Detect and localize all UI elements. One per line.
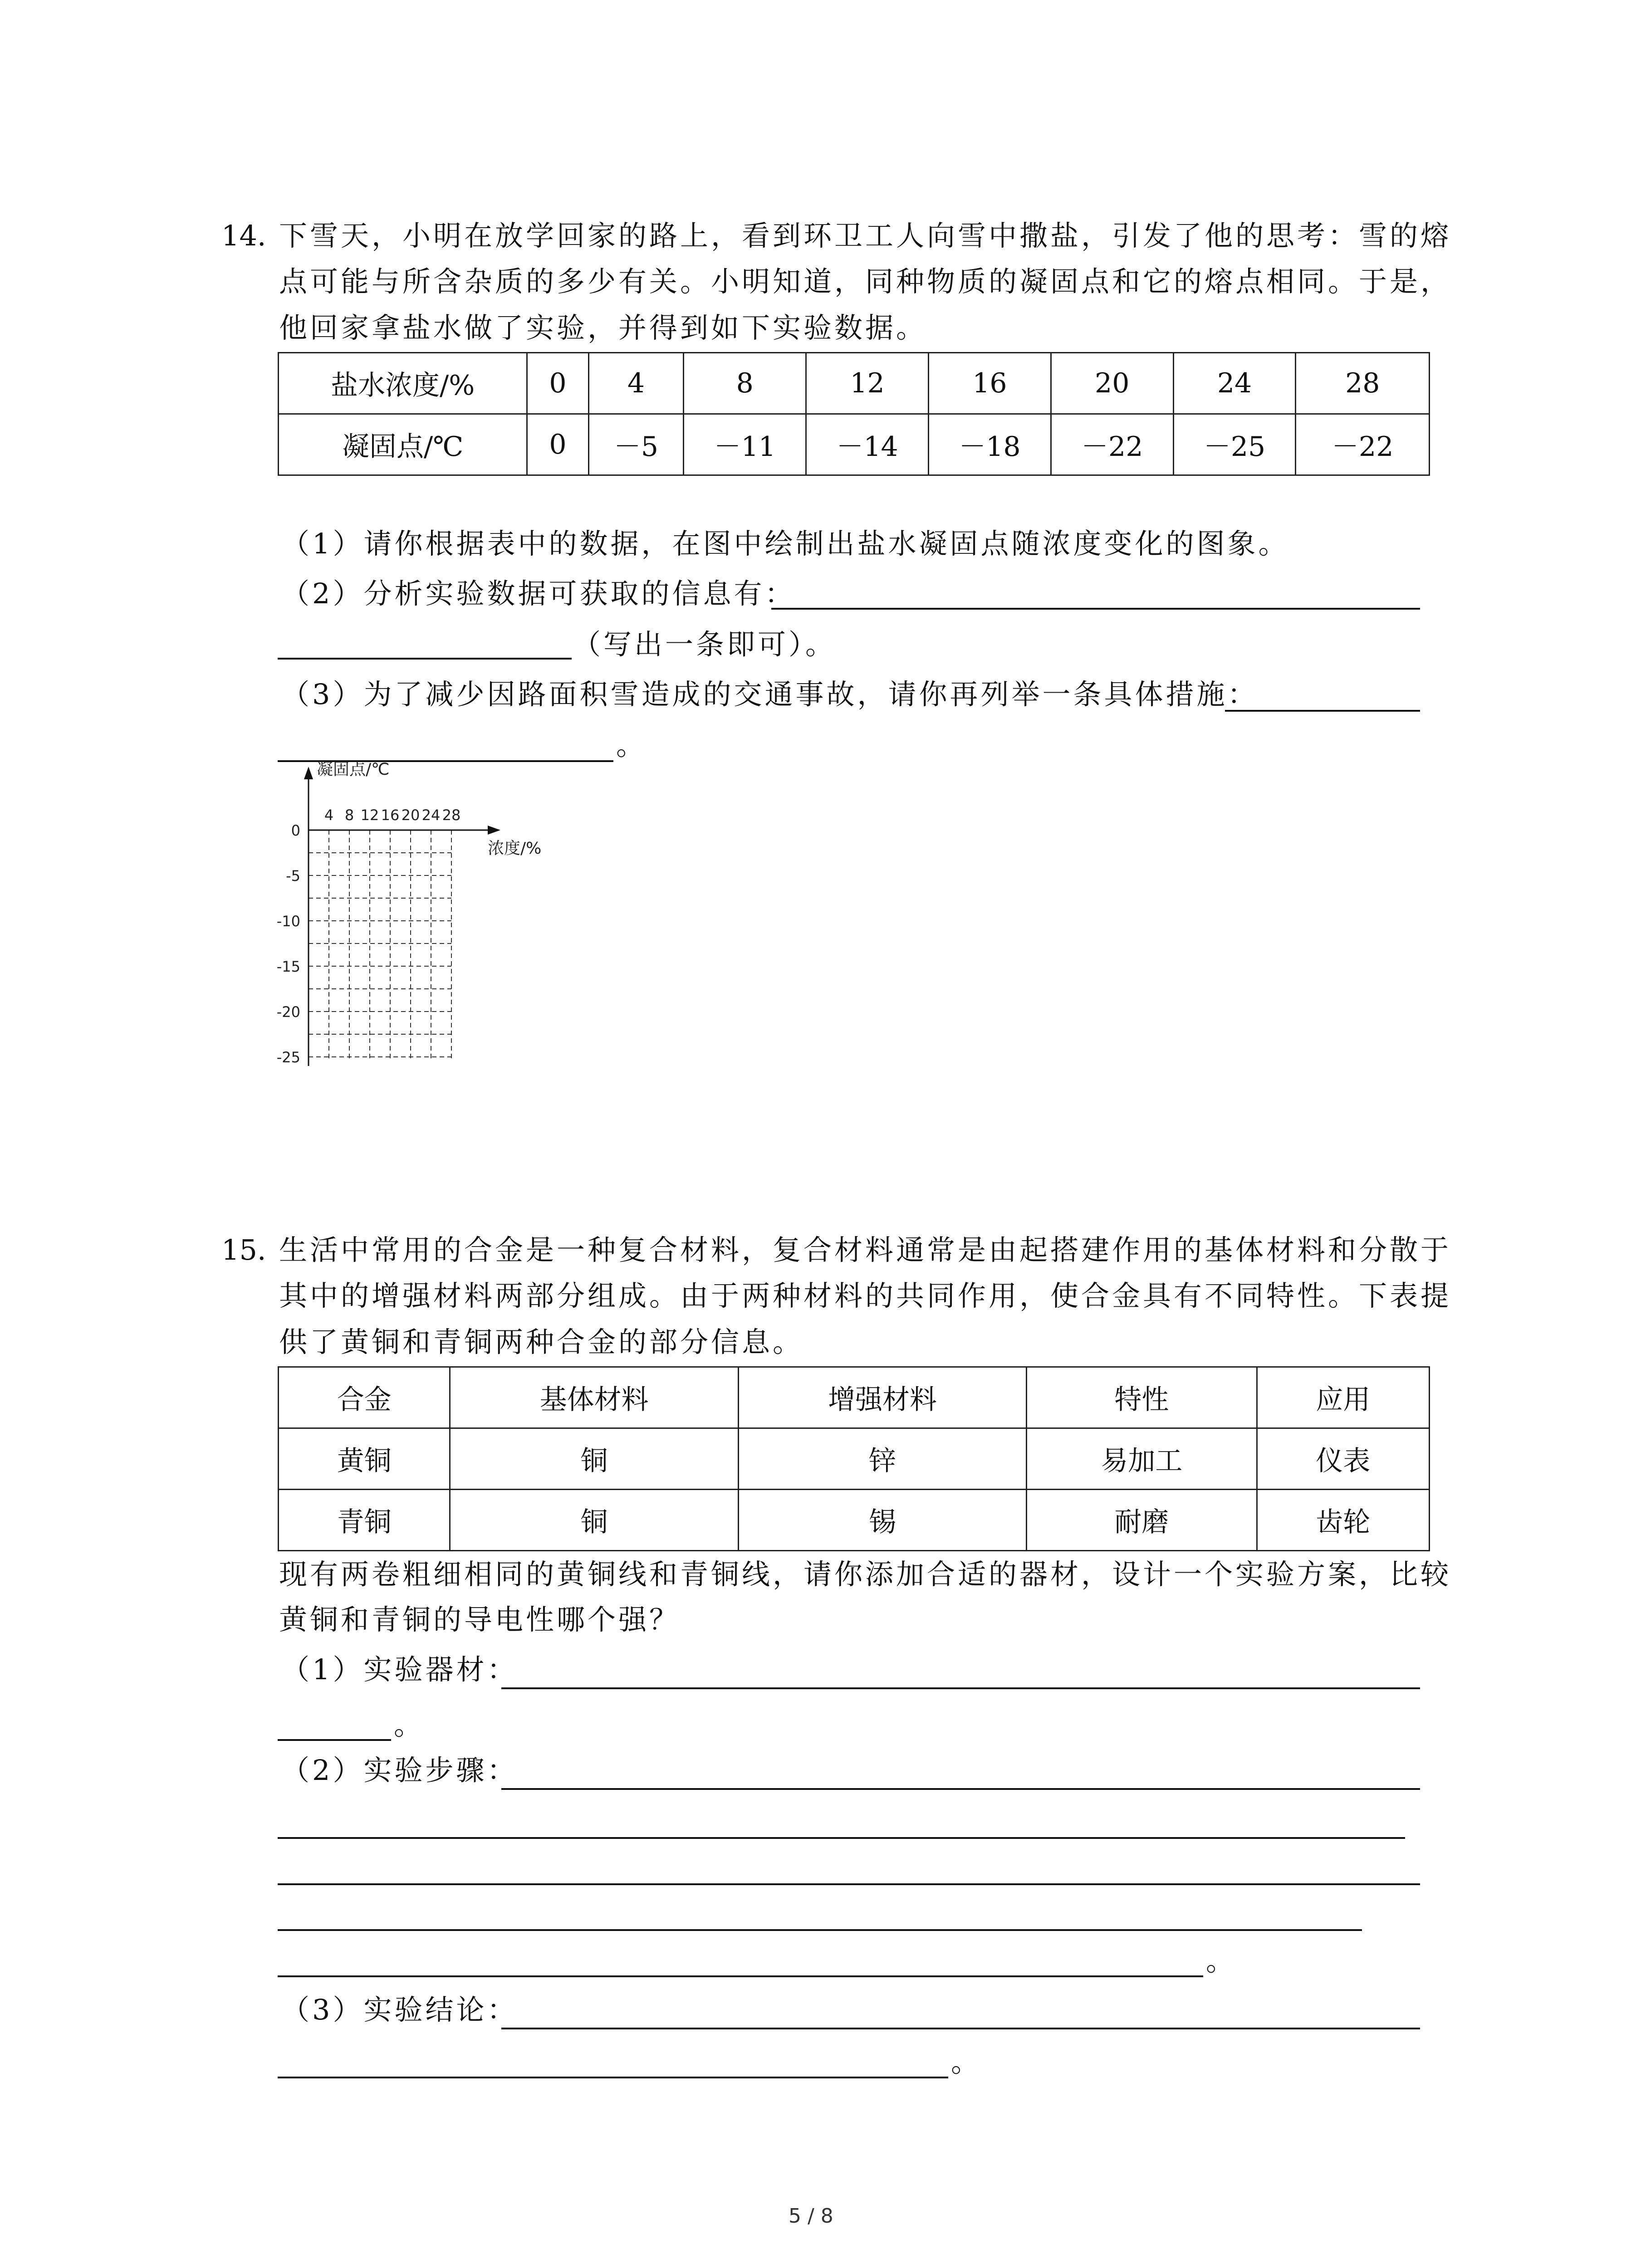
table-cell: 锡 bbox=[738, 1490, 1026, 1551]
table-row-label: 凝固点/℃ bbox=[279, 414, 527, 475]
table-cell: 0 bbox=[527, 414, 588, 475]
q14-sub1: （1）请你根据表中的数据，在图中绘制出盐水凝固点随浓度变化的图象。 bbox=[281, 527, 1289, 560]
table-cell: －5 bbox=[588, 414, 684, 475]
x-tick-label: 20 bbox=[401, 807, 420, 824]
x-axis-label: 浓度/% bbox=[488, 839, 542, 858]
q15-text-line-1: 生活中常用的合金是一种复合材料，复合材料通常是由起搭建作用的基体材料和分散于 bbox=[279, 1233, 1452, 1266]
x-tick-label: 12 bbox=[360, 807, 379, 824]
table-header: 增强材料 bbox=[738, 1367, 1026, 1428]
table-cell: 8 bbox=[684, 353, 806, 414]
table-cell: －22 bbox=[1296, 414, 1430, 475]
x-tick-label: 4 bbox=[324, 807, 334, 824]
table-cell: 16 bbox=[928, 353, 1051, 414]
freezing-point-chart bbox=[254, 753, 599, 1098]
table-row-label: 盐水浓度/% bbox=[279, 353, 527, 414]
table-header: 应用 bbox=[1257, 1367, 1429, 1428]
table-cell: 齿轮 bbox=[1257, 1490, 1429, 1551]
q15-sub3-blank-2 bbox=[278, 2077, 948, 2078]
y-tick-label: -20 bbox=[276, 1003, 300, 1021]
q14-sub3: （3）为了减少因路面积雪造成的交通事故，请你再列举一条具体措施： bbox=[281, 678, 1259, 711]
q15-sub2-blank-5 bbox=[278, 1975, 1203, 1977]
y-axis-arrow bbox=[304, 767, 313, 779]
table-cell: 铜 bbox=[450, 1428, 738, 1490]
table-cell: －11 bbox=[684, 414, 806, 475]
x-tick-label: 24 bbox=[421, 807, 441, 824]
y-tick-label: 0 bbox=[291, 822, 300, 839]
q14-sub2: （2）分析实验数据可获取的信息有： bbox=[281, 577, 796, 610]
q15-text-line-5: 黄铜和青铜的导电性哪个强？ bbox=[279, 1603, 681, 1636]
table-header: 合金 bbox=[279, 1367, 450, 1428]
x-axis-arrow bbox=[488, 826, 500, 835]
table-cell: 铜 bbox=[450, 1490, 738, 1551]
y-tick-label: -15 bbox=[276, 958, 300, 975]
table-header: 特性 bbox=[1027, 1367, 1257, 1428]
table-cell: 4 bbox=[588, 353, 684, 414]
q15-alloy-table bbox=[278, 1366, 1430, 1551]
q14-sub3-tail: 。 bbox=[616, 728, 647, 762]
q15-text-line-4: 现有两卷粗细相同的黄铜线和青铜线，请你添加合适的器材，设计一个实验方案，比较 bbox=[279, 1558, 1452, 1591]
table-cell: 24 bbox=[1173, 353, 1296, 414]
q14-sub3-blank-1 bbox=[1225, 710, 1420, 712]
table-cell: 20 bbox=[1051, 353, 1173, 414]
q15-sub1-blank-2 bbox=[278, 1739, 391, 1741]
table-cell: 锌 bbox=[738, 1428, 1026, 1490]
table-cell: 28 bbox=[1296, 353, 1430, 414]
q15-sub2-blank-3 bbox=[278, 1883, 1420, 1885]
table-header: 基体材料 bbox=[450, 1367, 738, 1428]
table-cell: －18 bbox=[928, 414, 1051, 475]
x-tick-label: 28 bbox=[442, 807, 461, 824]
q15-sub1-tail: 。 bbox=[394, 1708, 425, 1741]
y-tick-label: -25 bbox=[276, 1049, 300, 1066]
q14-sub2-blank-1 bbox=[771, 608, 1420, 610]
q14-text-line-3: 他回家拿盐水做了实验，并得到如下实验数据。 bbox=[279, 311, 927, 344]
q15-sub3-tail: 。 bbox=[951, 2045, 982, 2078]
table-row bbox=[279, 1490, 1430, 1551]
table-cell: －14 bbox=[806, 414, 929, 475]
table-cell: 易加工 bbox=[1027, 1428, 1257, 1490]
q15-number: 15. bbox=[221, 1233, 266, 1266]
table-cell: －25 bbox=[1173, 414, 1296, 475]
table-cell: 0 bbox=[527, 353, 588, 414]
q15-text-line-3: 供了黄铜和青铜两种合金的部分信息。 bbox=[279, 1325, 804, 1359]
table-cell: 仪表 bbox=[1257, 1428, 1429, 1490]
q15-text-line-2: 其中的增强材料两部分组成。由于两种材料的共同作用，使合金具有不同特性。下表提 bbox=[279, 1279, 1452, 1312]
table-row bbox=[279, 1428, 1430, 1490]
q14-sub2-tail: （写出一条即可）。 bbox=[573, 628, 837, 661]
x-tick-label: 16 bbox=[381, 807, 400, 824]
x-tick-label: 8 bbox=[344, 807, 354, 824]
q15-sub2-blank-4 bbox=[278, 1929, 1362, 1931]
table-cell: 12 bbox=[806, 353, 929, 414]
q15-sub1: （1）实验器材： bbox=[281, 1653, 518, 1686]
q14-sub2-blank-2 bbox=[278, 658, 572, 660]
q15-sub2-blank-1 bbox=[501, 1788, 1420, 1790]
q15-sub1-blank-1 bbox=[501, 1687, 1420, 1689]
table-cell: －22 bbox=[1051, 414, 1173, 475]
page-number: 5 / 8 bbox=[789, 2204, 833, 2228]
table-cell: 黄铜 bbox=[279, 1428, 450, 1490]
q15-sub2: （2）实验步骤： bbox=[281, 1754, 518, 1787]
q15-sub3-blank-1 bbox=[501, 2028, 1420, 2029]
q15-sub2-blank-2 bbox=[278, 1837, 1405, 1839]
y-axis-label: 凝固点/℃ bbox=[317, 760, 390, 779]
table-cell: 耐磨 bbox=[1027, 1490, 1257, 1551]
y-tick-label: -5 bbox=[286, 867, 300, 885]
q15-sub3: （3）实验结论： bbox=[281, 1993, 518, 2026]
q14-text-line-2: 点可能与所含杂质的多少有关。小明知道，同种物质的凝固点和它的熔点相同。于是， bbox=[279, 265, 1452, 298]
q14-text-line-1: 下雪天，小明在放学回家的路上，看到环卫工人向雪中撒盐，引发了他的思考：雪的熔 bbox=[279, 219, 1452, 252]
table-cell: 青铜 bbox=[279, 1490, 450, 1551]
q15-sub2-tail: 。 bbox=[1206, 1944, 1237, 1977]
y-tick-label: -10 bbox=[276, 913, 300, 930]
q14-number: 14. bbox=[221, 219, 266, 252]
q14-data-table bbox=[278, 352, 1430, 476]
